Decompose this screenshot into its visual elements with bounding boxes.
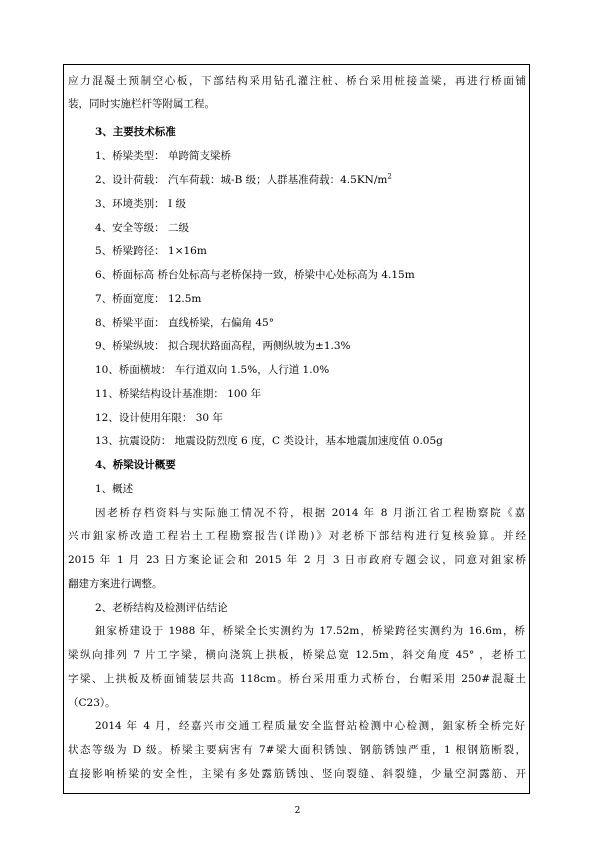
paragraph-line: 因老桥存档资料与实际施工情况不符，根据 2014 年 8 月浙江省工程勘察院《嘉 [95,507,525,519]
superscript: 2 [387,172,392,181]
paragraph-line: 鉏家桥建设于 1988 年，桥梁全长实测约为 17.52m，桥梁跨径实测约为 16.6m，桥 [95,625,525,637]
text-line: 装，同时实施栏杆等附属工程。 [68,98,215,110]
paragraph-line: 梁纵向排列 7 片工字梁，横向浇筑上拱板，桥梁总宽 12.5m，斜交角度 45° ，老桥工 [68,649,526,661]
spec-item: 4、安全等级： 二级 [95,222,190,234]
spec-text: 2、设计荷载： 汽车荷载：城-B 级；人群基准荷载：4.5KN/m [95,174,388,186]
spec-item: 9、桥梁纵坡： 拟合现状路面高程，两侧纵坡为±1.3% [95,340,351,352]
spec-item: 13、抗震设防： 地震设防烈度 6 度，C 类设计，基本地震加速度值 0.05g [95,435,443,447]
section-heading: 3、主要技术标准 [95,126,176,138]
paragraph-line: 直接影响桥梁的安全性，主梁有多处露筋锈蚀、竖向裂缝、斜裂缝，少量空洞露筋、开 [68,768,526,780]
paragraph-line: 2015 年 1 月 23 日方案论证会和 2015 年 2 月 3 日市政府专题会议，同意对鉏家桥 [68,554,526,566]
paragraph-line: 字梁、上拱板及桥面铺装层共高 118cm。桥台采用重力式桥台，台帽采用 250#混凝土 [68,673,526,685]
page-number: 2 [294,806,301,816]
subsection-heading: 1、概述 [95,483,134,495]
subsection-heading: 2、老桥结构及检测评估结论 [95,602,228,614]
spec-item: 6、桥面标高 桥台处标高与老桥保持一致，桥梁中心处标高为 4.15m [95,269,415,281]
spec-item: 5、桥梁跨径： 1×16m [95,245,207,257]
paragraph-line: 2014 年 4 月，经嘉兴市交通工程质量安全监督站检测中心检测，鉏家桥全桥完好 [95,720,525,732]
spec-item [95,173,525,187]
paragraph-line: 兴市鉏家桥改造工程岩土工程勘察报告(详勘)》对老桥下部结构进行复核验算。并经 [68,530,526,542]
spec-item: 8、桥梁平面： 直线桥梁，右偏角 45° [95,317,274,329]
text-line: 应力混凝土预制空心板，下部结构采用钻孔灌注桩、桥台采用桩接盖梁，再进行桥面铺 [68,75,526,87]
spec-item: 11、桥梁结构设计基准期： 100 年 [95,388,262,400]
paragraph-line: 状态等级为 D 级。桥梁主要病害有 7#梁大面积锈蚀、钢筋锈蚀严重，1 根钢筋断裂， [68,744,526,756]
paragraph-line: （C23）。 [68,697,116,709]
spec-item: 1、桥梁类型： 单跨简支梁桥 [95,150,232,162]
spec-item: 12、设计使用年限： 30 年 [95,412,223,424]
spec-item: 10、桥面横坡： 车行道双向 1.5%，人行道 1.0% [95,364,330,376]
section-heading: 4、桥梁设计概要 [95,459,176,471]
spec-item: 3、环境类别： I 级 [95,198,187,210]
spec-item: 7、桥面宽度： 12.5m [95,293,202,305]
paragraph-line: 翻建方案进行调整。 [68,578,163,590]
